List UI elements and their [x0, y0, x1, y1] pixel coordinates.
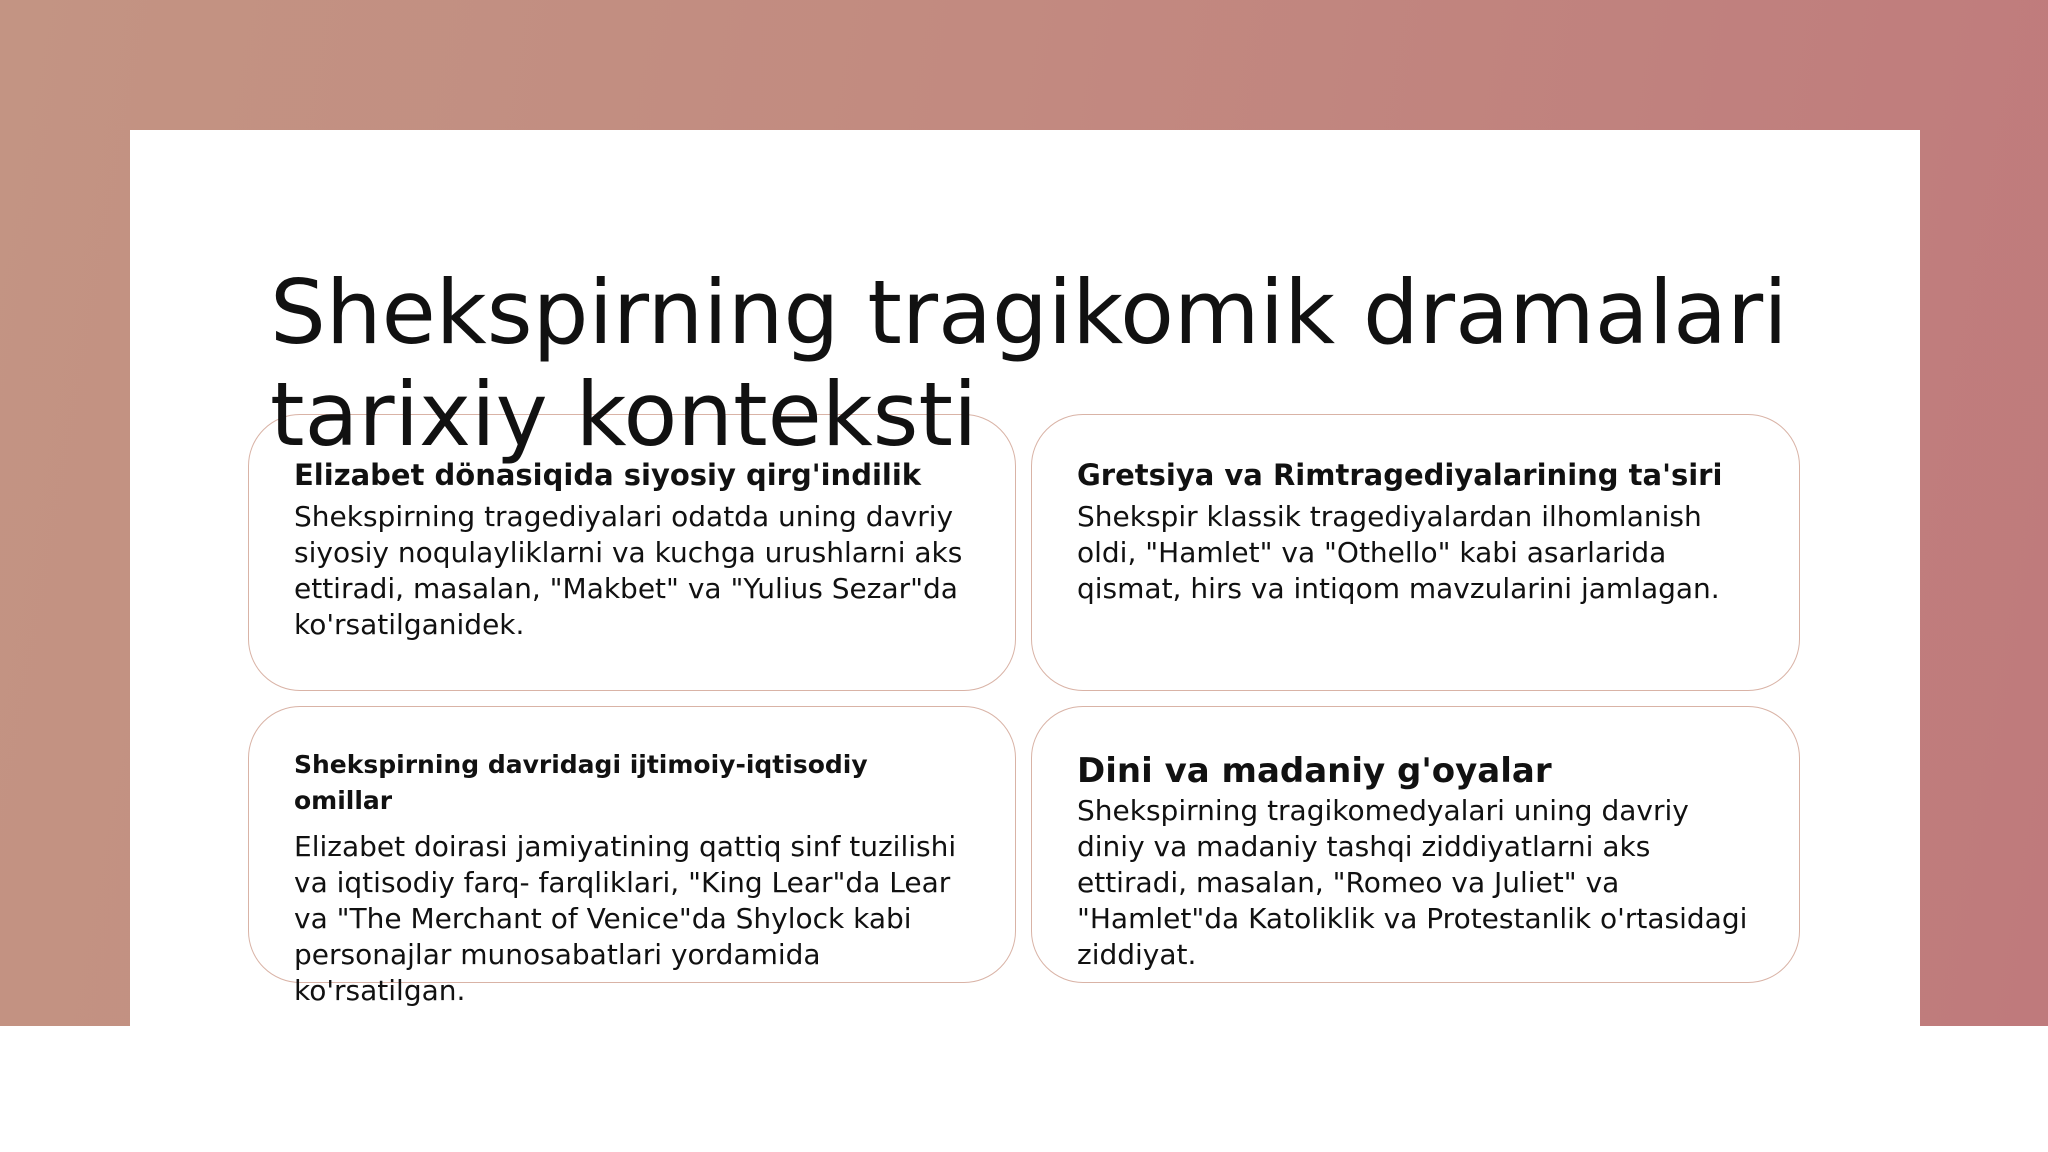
context-card-socioeconomic: [248, 706, 1016, 1007]
card-heading: Dini va madaniy g'oyalar: [1077, 751, 1552, 791]
card-heading: Elizabet dönasiqida siyosiy qirg'indilik: [294, 458, 922, 492]
card-body: Shekspir klassik tragediyalardan ilhomlanish oldi, "Hamlet" va "Othello" kabi asarlarida qismat, hirs va intiqom mavzularini jamlagan.: [1077, 500, 1720, 605]
card-heading: Shekspirning davridagi ijtimoiy-iqtisodiy omillar: [294, 750, 868, 815]
card-body: Shekspirning tragikomedyalari uning davriy diniy va madaniy tashqi ziddiyatlarni aks ettiradi, masalan, "Romeo va Juliet" va "Hamlet"da Katoliklik va Protestanlik o'rtasidagi ziddiyat.: [1077, 794, 1748, 971]
card-body: Elizabet doirasi jamiyatining qattiq sinf tuzilishi va iqtisodiy farq- farqliklari, "King Lear"da Lear va "The Merchant of Venice"da Shylock kabi personajlar munosabatlari yordamida ko'rsatilgan.: [294, 830, 957, 1007]
card-heading: Gretsiya va Rimtragediyalarining ta'siri: [1077, 458, 1723, 492]
slide-title: Shekspirning tragikomik dramalari tarixiy konteksti: [270, 261, 1788, 466]
context-card-religious-cultural: [1031, 706, 1800, 983]
card-body: Shekspirning tragediyalari odatda uning davriy siyosiy noqulayliklarni va kuchga urushlarni aks ettiradi, masalan, "Makbet" va "Yulius Sezar"da ko'rsatilganidek.: [294, 500, 963, 641]
